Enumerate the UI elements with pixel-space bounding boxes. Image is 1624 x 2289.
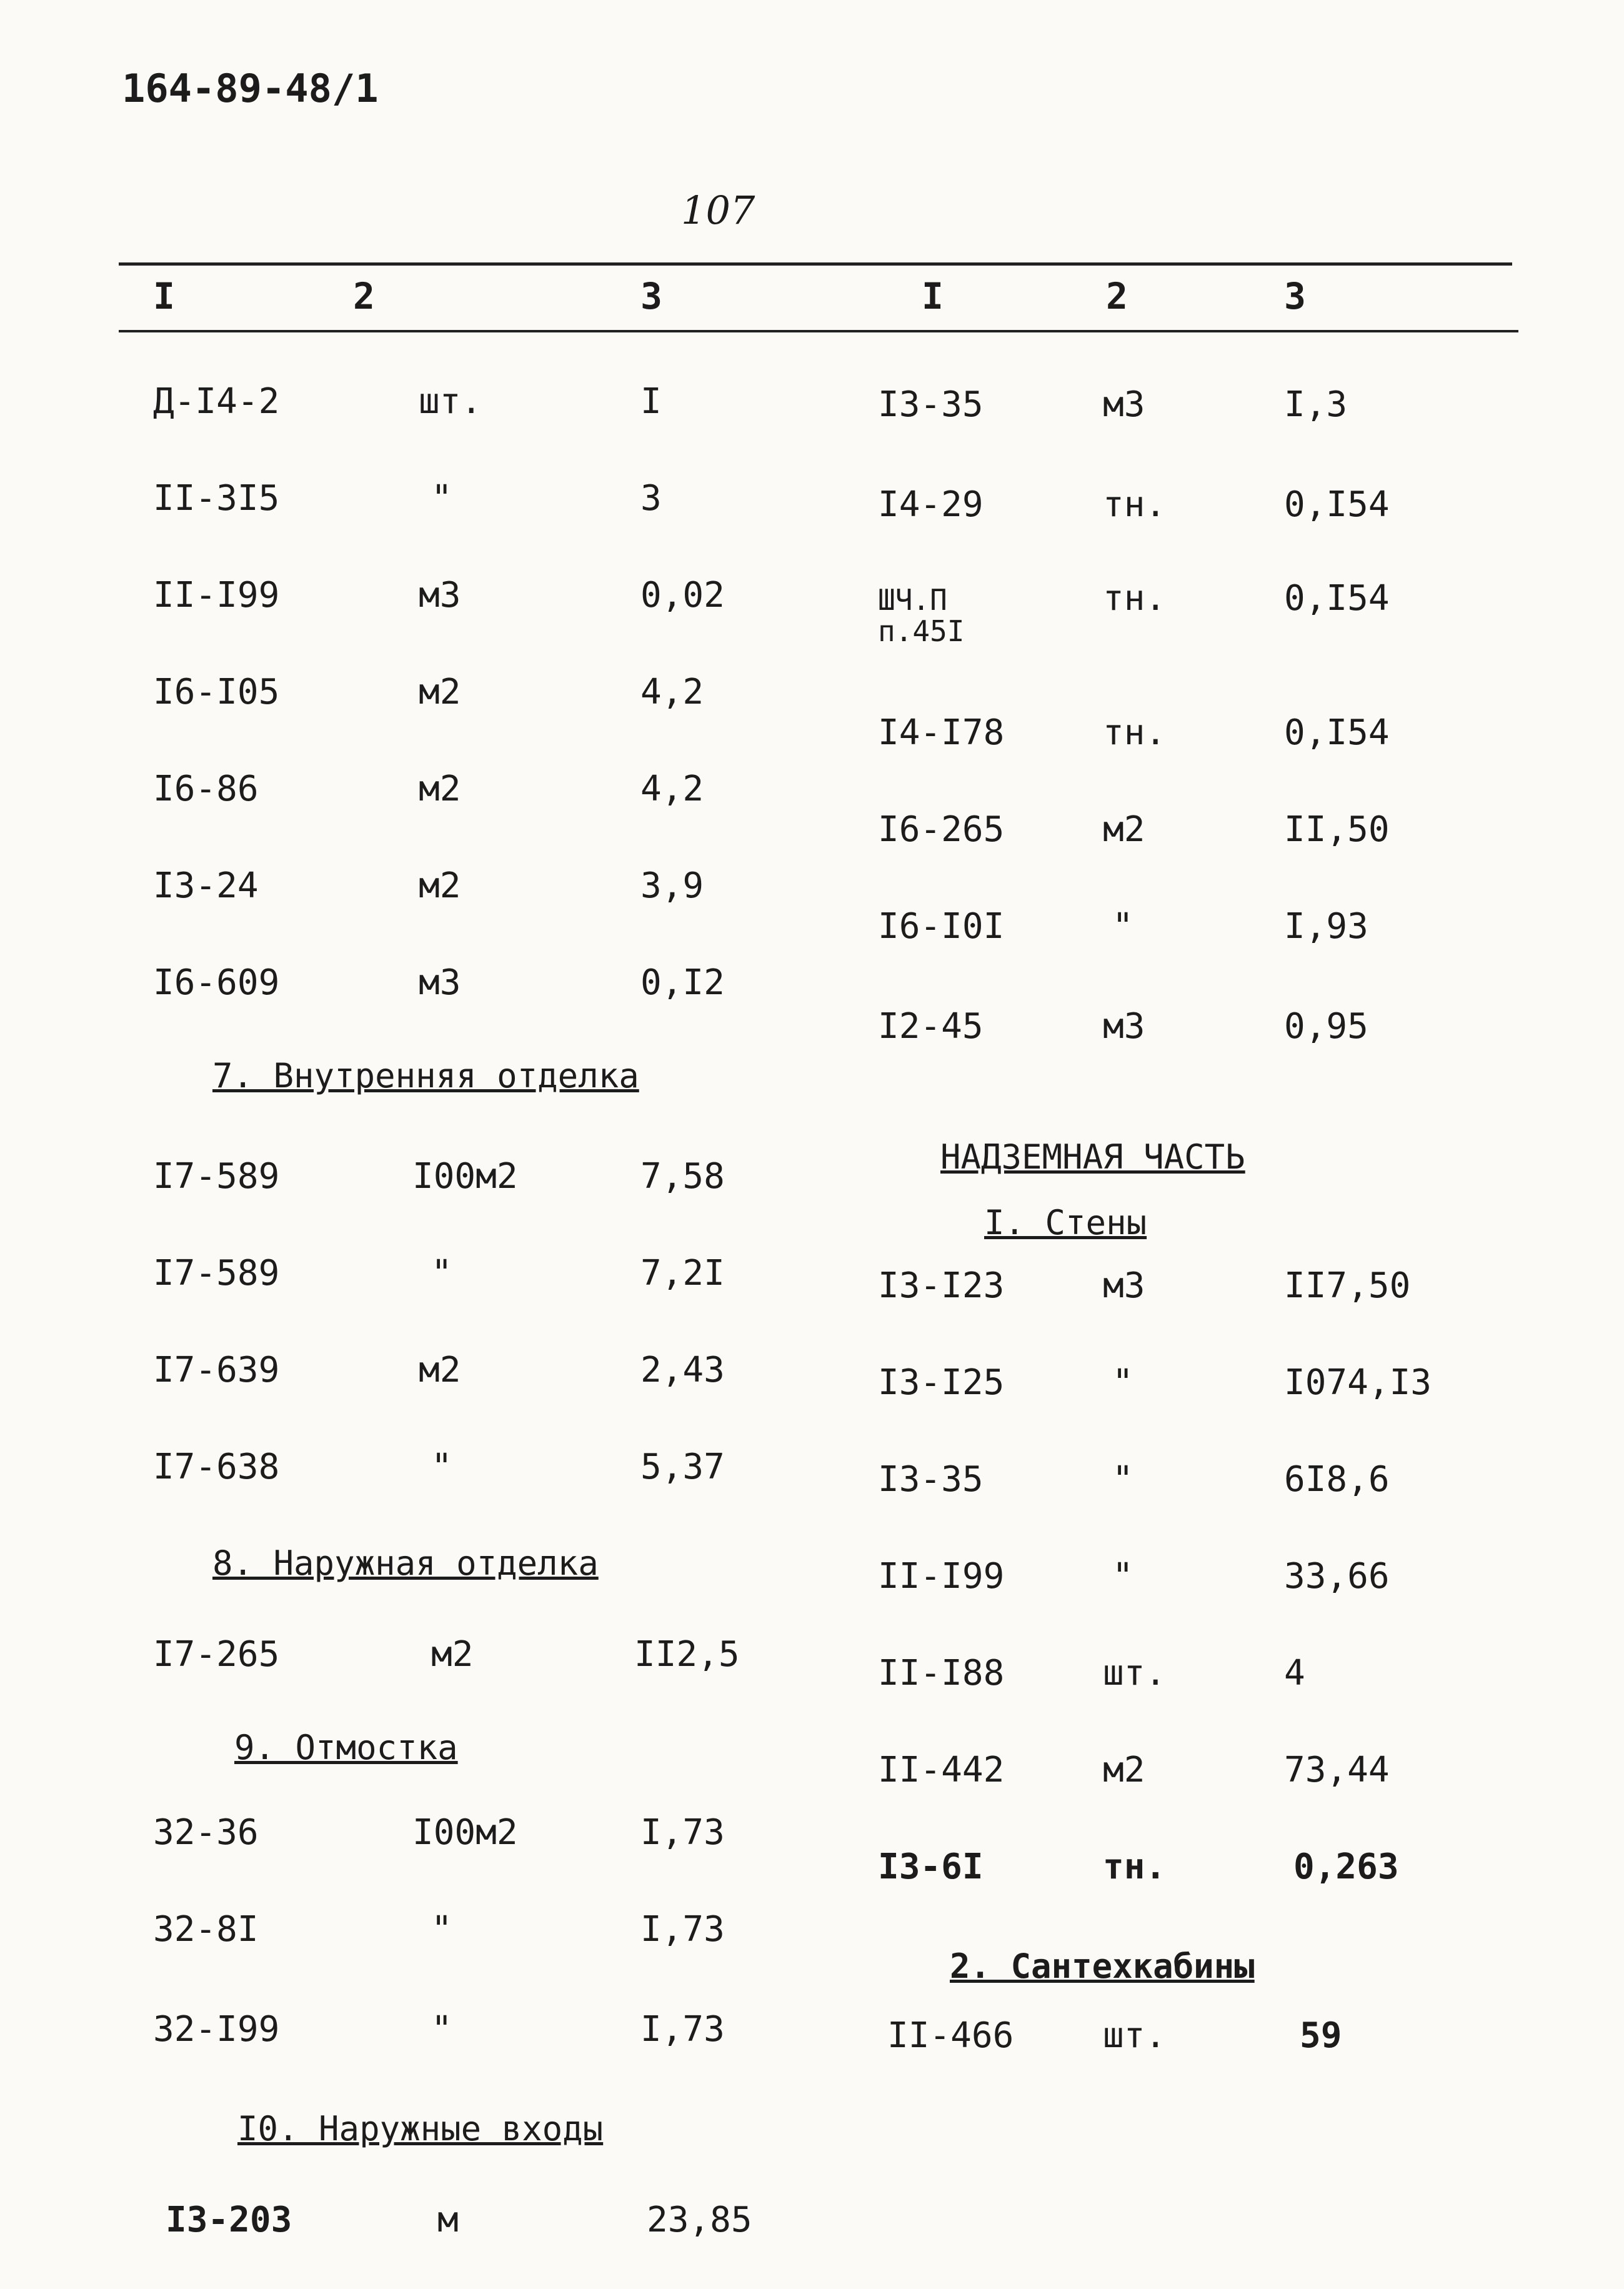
row-code bbox=[878, 584, 964, 647]
row-unit: " bbox=[1112, 906, 1133, 947]
row-unit: тн. bbox=[1103, 578, 1167, 619]
row-code: Д-I4-2 bbox=[153, 381, 280, 422]
row-code: I7-589 bbox=[153, 1156, 280, 1197]
row-code: I6-609 bbox=[153, 962, 280, 1003]
row-qty: 0,I54 bbox=[1284, 712, 1390, 753]
row-qty: I,73 bbox=[640, 1812, 725, 1853]
row-code: II-442 bbox=[878, 1750, 1005, 1790]
header-left-col2: 2 bbox=[353, 275, 375, 317]
row-qty: 2,43 bbox=[640, 1350, 725, 1390]
row-qty: 73,44 bbox=[1284, 1750, 1390, 1790]
row-code: I7-638 bbox=[153, 1447, 280, 1487]
row-code: I3-35 bbox=[878, 1459, 984, 1500]
row-code-line1: ШЧ.П bbox=[878, 583, 947, 617]
row-qty: I bbox=[640, 381, 662, 422]
row-qty: II,50 bbox=[1284, 809, 1390, 850]
row-qty: 5,37 bbox=[640, 1447, 725, 1487]
row-unit: " bbox=[431, 1447, 452, 1487]
row-unit: м2 bbox=[419, 769, 461, 809]
row-qty: I,93 bbox=[1284, 906, 1368, 947]
header-left-col3: 3 bbox=[640, 275, 662, 317]
row-qty: 7,58 bbox=[640, 1156, 725, 1197]
row-unit: м3 bbox=[419, 575, 461, 616]
row-qty: 0,I54 bbox=[1284, 578, 1390, 619]
row-unit: шт. bbox=[1103, 2015, 1167, 2056]
table-header-rule bbox=[119, 330, 1518, 332]
section-heading: I0. Наружные входы bbox=[237, 2109, 604, 2148]
row-qty: 0,02 bbox=[640, 575, 725, 616]
row-code: II-I99 bbox=[878, 1556, 1005, 1597]
row-qty: 0,95 bbox=[1284, 1006, 1368, 1047]
row-qty: 6I8,6 bbox=[1284, 1459, 1390, 1500]
row-unit: м bbox=[437, 2200, 459, 2240]
row-qty: 0,I2 bbox=[640, 962, 725, 1003]
row-code: I2-45 bbox=[878, 1006, 984, 1047]
row-code: I6-I0I bbox=[878, 906, 1005, 947]
row-qty: I,3 bbox=[1284, 384, 1348, 425]
row-qty: 33,66 bbox=[1284, 1556, 1390, 1597]
row-qty: 3 bbox=[640, 478, 662, 519]
row-unit: м2 bbox=[419, 865, 461, 906]
row-unit: шт. bbox=[419, 381, 482, 422]
row-unit: м2 bbox=[419, 672, 461, 712]
table-top-rule bbox=[119, 262, 1512, 266]
row-code: I6-I05 bbox=[153, 672, 280, 712]
row-unit: " bbox=[1112, 1459, 1133, 1500]
document-id: 164-89-48/1 bbox=[122, 66, 379, 111]
row-code: I3-35 bbox=[878, 384, 984, 425]
row-qty: II2,5 bbox=[634, 1634, 740, 1675]
row-qty: 4 bbox=[1284, 1653, 1305, 1693]
row-code: I3-I25 bbox=[878, 1362, 1005, 1403]
row-code: I3-I23 bbox=[878, 1265, 1005, 1306]
row-unit: м2 bbox=[1103, 809, 1145, 850]
section-heading: I. Стены bbox=[984, 1203, 1147, 1242]
row-code: II-3I5 bbox=[153, 478, 280, 519]
row-unit: шт. bbox=[1103, 1653, 1167, 1693]
row-unit: м3 bbox=[1103, 1006, 1145, 1047]
row-unit: I00м2 bbox=[412, 1812, 518, 1853]
row-qty: I074,I3 bbox=[1284, 1362, 1432, 1403]
header-right-col3: 3 bbox=[1284, 275, 1306, 317]
row-code: I6-86 bbox=[153, 769, 259, 809]
row-code: 32-36 bbox=[153, 1812, 259, 1853]
section-heading: 2. Сантехкабины bbox=[950, 1947, 1255, 1986]
page-number: 107 bbox=[681, 187, 755, 233]
row-code: I7-639 bbox=[153, 1350, 280, 1390]
row-code: 32-I99 bbox=[153, 2009, 280, 2050]
row-code: II-I88 bbox=[878, 1653, 1005, 1693]
row-qty: 4,2 bbox=[640, 769, 704, 809]
row-code: I4-29 bbox=[878, 484, 984, 525]
row-qty: I,73 bbox=[640, 1909, 725, 1950]
row-unit: " bbox=[1112, 1556, 1133, 1597]
row-unit: тн. bbox=[1103, 712, 1167, 753]
section-heading-above-ground: НАДЗЕМНАЯ ЧАСТЬ bbox=[940, 1137, 1245, 1177]
row-code: I3-6I bbox=[878, 1847, 984, 1887]
row-code: I3-203 bbox=[166, 2200, 292, 2240]
row-unit: " bbox=[431, 1909, 452, 1950]
row-qty: 59 bbox=[1300, 2015, 1342, 2056]
header-left-col1: I bbox=[153, 275, 175, 317]
row-code-line2: п.45I bbox=[878, 614, 965, 648]
row-code: I6-265 bbox=[878, 809, 1005, 850]
header-right-col2: 2 bbox=[1106, 275, 1128, 317]
row-unit: тн. bbox=[1103, 484, 1167, 525]
row-qty: 3,9 bbox=[640, 865, 704, 906]
row-code: I7-589 bbox=[153, 1253, 280, 1294]
row-unit: тн. bbox=[1103, 1847, 1167, 1887]
section-heading: 8. Наружная отделка bbox=[212, 1543, 599, 1583]
row-qty: 7,2I bbox=[640, 1253, 725, 1294]
row-code: I4-I78 bbox=[878, 712, 1005, 753]
row-unit: м2 bbox=[1103, 1750, 1145, 1790]
row-qty: 4,2 bbox=[640, 672, 704, 712]
row-unit: " bbox=[431, 478, 452, 519]
row-qty: 0,263 bbox=[1293, 1847, 1399, 1887]
row-unit: м2 bbox=[431, 1634, 474, 1675]
header-right-col1: I bbox=[922, 275, 944, 317]
row-unit: I00м2 bbox=[412, 1156, 518, 1197]
row-unit: м3 bbox=[419, 962, 461, 1003]
row-unit: м2 bbox=[419, 1350, 461, 1390]
section-heading: 9. Отмостка bbox=[234, 1728, 458, 1767]
row-code: 32-8I bbox=[153, 1909, 259, 1950]
row-code: I7-265 bbox=[153, 1634, 280, 1675]
row-code: I3-24 bbox=[153, 865, 259, 906]
row-qty: I,73 bbox=[640, 2009, 725, 2050]
row-unit: " bbox=[431, 2009, 452, 2050]
row-unit: " bbox=[1112, 1362, 1133, 1403]
row-code: II-466 bbox=[887, 2015, 1014, 2056]
row-code: II-I99 bbox=[153, 575, 280, 616]
row-qty: 0,I54 bbox=[1284, 484, 1390, 525]
row-qty: II7,50 bbox=[1284, 1265, 1411, 1306]
section-heading: 7. Внутренняя отделка bbox=[212, 1056, 639, 1095]
row-qty: 23,85 bbox=[647, 2200, 752, 2240]
row-unit: " bbox=[431, 1253, 452, 1294]
row-unit: м3 bbox=[1103, 384, 1145, 425]
row-unit: м3 bbox=[1103, 1265, 1145, 1306]
